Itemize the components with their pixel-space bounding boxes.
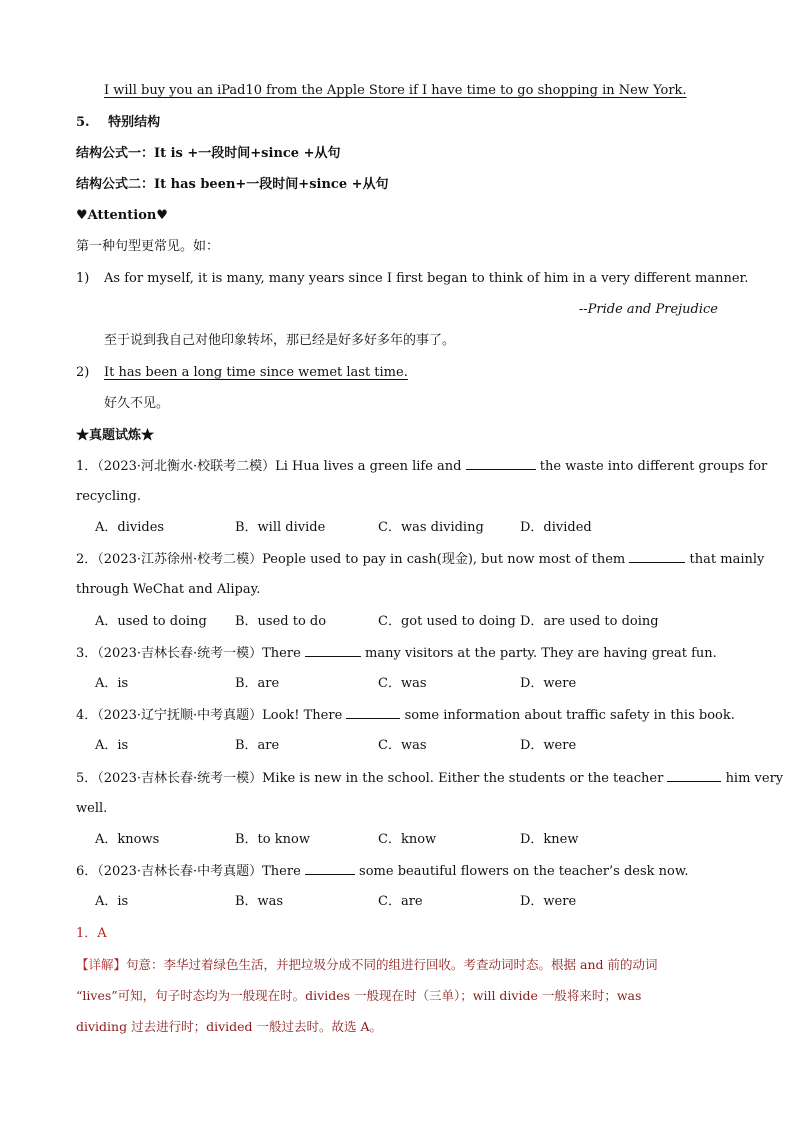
section-heading (76, 114, 160, 132)
question-1-blank (466, 457, 536, 470)
example-2-translation: 好久不见。 (104, 396, 170, 411)
question-3-option-b: B．are (235, 676, 280, 691)
section-number: 5. (76, 115, 90, 130)
example-2-number: 2) (76, 365, 90, 380)
answer-detail-text-1: 句意：李华过着绿色生活，并把垃圾分成不同的组进行回收。考查动词时态。根据 and 前的动词 (126, 957, 658, 972)
question-4-option-c: C．was (378, 738, 427, 753)
question-5-blank (667, 769, 721, 782)
question-5-option-d: D．knew (520, 832, 579, 847)
question-2-continued: through WeChat and Alipay. (76, 582, 261, 597)
question-5-option-c: C．know (378, 832, 437, 847)
question-3-stem-end: many visitors at the party. They are having great fun. (365, 646, 717, 661)
question-2-stem: 2．（2023·江苏徐州·校考二模）People used to pay in cash(现金), but now most of them (76, 552, 626, 567)
question-1-continued: recycling. (76, 489, 141, 504)
question-4-blank (346, 706, 400, 719)
question-5 (76, 769, 783, 788)
question-5-stem-end: him very (725, 771, 784, 786)
question-5-option-a: A．knows (95, 832, 160, 847)
example-1-text: As for myself, it is many, many years since I first began to think of him in a very different manner. (104, 271, 749, 286)
question-2-option-c: C．got used to doing (378, 614, 516, 629)
question-2-stem-end: that mainly (689, 552, 765, 567)
question-2 (76, 550, 764, 569)
answer-label: 1．A (76, 926, 107, 941)
question-6-option-a: A．is (95, 894, 129, 909)
answer-detail-line-3: dividing 过去进行时；divided 一般过去时。故选 A。 (76, 1019, 383, 1034)
question-6-option-b: B．was (235, 894, 284, 909)
question-2-blank (629, 550, 685, 563)
question-6-stem-end: some beautiful flowers on the teacher’s desk now. (359, 864, 689, 879)
question-1-option-a: A．divides (95, 520, 165, 535)
question-1 (76, 457, 767, 476)
top-example-sentence: I will buy you an iPad10 from the Apple Store if I have time to go shopping in New York. (104, 83, 687, 98)
attention-label: ♥Attention♥ (76, 208, 168, 223)
question-3-blank (305, 644, 361, 657)
question-3-stem: 3．（2023·吉林长春·统考一模）There (76, 646, 301, 661)
question-6-stem: 6．（2023·吉林长春·中考真题）There (76, 864, 301, 879)
question-5-option-b: B．to know (235, 832, 310, 847)
question-3 (76, 644, 717, 663)
question-3-option-a: A．is (95, 676, 129, 691)
question-4-option-d: D．were (520, 738, 577, 753)
question-4 (76, 706, 735, 725)
practice-title: ★真题试炼★ (76, 428, 155, 443)
answer-detail-line-2: “lives”可知，句子时态均为一般现在时。divides 一般现在时（三单）；will divide 一般将来时；was (76, 988, 642, 1003)
question-2-option-a: A．used to doing (95, 614, 207, 629)
example-1-translation: 至于说到我自己对他印象转坏，那已经是好多好多年的事了。 (104, 333, 456, 348)
question-5-continued: well. (76, 801, 108, 816)
question-2-option-b: B．used to do (235, 614, 327, 629)
question-4-option-b: B．are (235, 738, 280, 753)
question-6 (76, 862, 689, 881)
question-4-stem-end: some information about traffic safety in this book. (404, 708, 735, 723)
formula-one: 结构公式一：It is +一段时间+since +从句 (76, 146, 341, 161)
question-5-stem: 5．（2023·吉林长春·统考一模）Mike is new in the school. Either the students or the teacher (76, 771, 664, 786)
question-3-option-d: D．were (520, 676, 577, 691)
section-title: 特别结构 (108, 115, 161, 130)
question-4-option-a: A．is (95, 738, 129, 753)
question-6-blank (305, 862, 355, 875)
answer-detail-line-1 (76, 956, 657, 974)
question-3-option-c: C．was (378, 676, 427, 691)
example-1-source: --Pride and Prejudice (578, 302, 718, 317)
formula-two: 结构公式二：It has been+一段时间+since +从句 (76, 177, 389, 192)
question-4-stem: 4．（2023·辽宁抚顺·中考真题）Look! There (76, 708, 343, 723)
question-1-option-c: C．was dividing (378, 520, 484, 535)
question-2-option-d: D．are used to doing (520, 614, 659, 629)
question-1-option-d: D．divided (520, 520, 592, 535)
question-1-stem-end: the waste into different groups for (539, 459, 768, 474)
attention-note: 第一种句型更常见。如： (76, 239, 220, 254)
question-6-option-d: D．were (520, 894, 577, 909)
question-1-stem: 1．（2023·河北衡水·校联考二模）Li Hua lives a green life and (76, 459, 462, 474)
question-1-option-b: B．will divide (235, 520, 326, 535)
example-1-number: 1) (76, 271, 90, 286)
detail-tag: 【详解】 (76, 957, 127, 972)
question-6-option-c: C．are (378, 894, 423, 909)
example-2-text: It has been a long time since wemet last time. (104, 365, 408, 380)
